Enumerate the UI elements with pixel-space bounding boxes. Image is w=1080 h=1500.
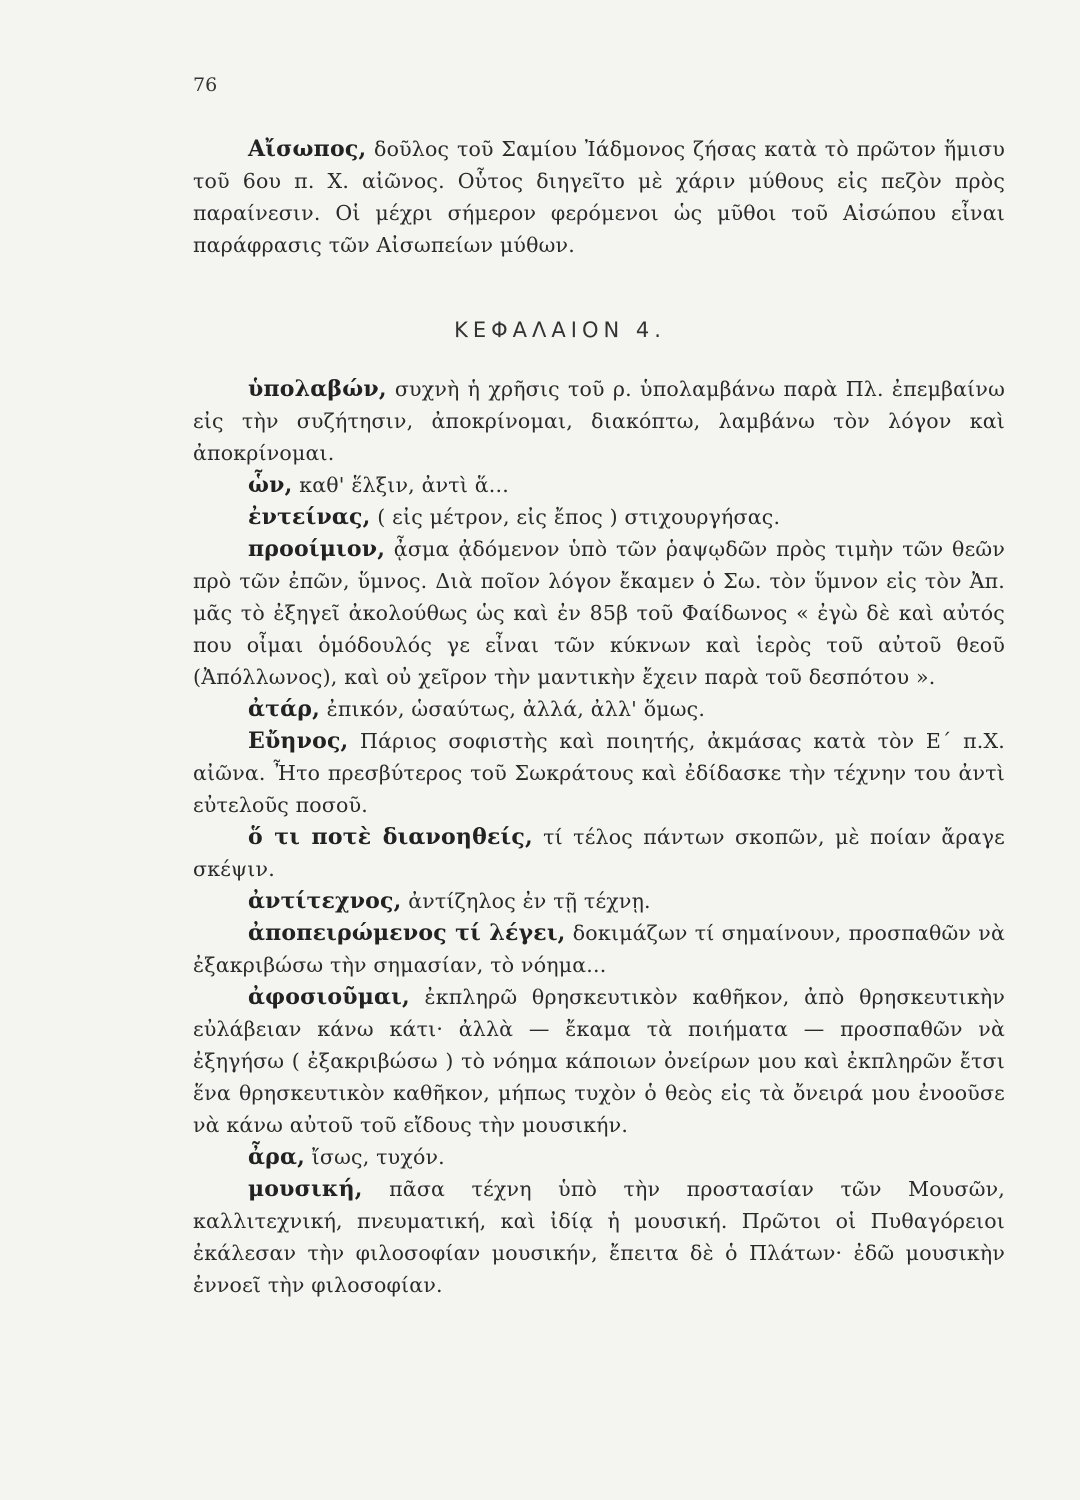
glossary-entry [193,373,1005,469]
entry-definition: συχνὴ ἡ χρῆσις τοῦ ρ. ὑπολαμβάνω παρὰ Πλ. ἐπεμβαίνω εἰς τὴν συζήτησιν, ἀποκρίνομαι, διακόπτω, λαμβάνω τὸν λόγον καὶ ἀποκρίνομαι. [193,377,1005,465]
glossary-entry [193,725,1005,821]
entry-headword: ἀντίτεχνος, [248,888,402,914]
entry-definition: ἐπικόν, ὡσαύτως, ἀλλά, ἀλλ' ὅμως. [319,697,706,721]
glossary-entries [193,373,1005,1301]
glossary-entry [193,1141,1005,1173]
intro-block [193,133,1005,261]
entry-headword: Αἴσωπος, [248,136,367,162]
entry-definition: ( εἰς μέτρον, εἰς ἔπος ) στιχουργήσας. [370,505,781,529]
entry-headword: Εὔηνος, [248,728,349,754]
glossary-entry [193,469,1005,501]
entry-definition: ἀντίζηλος ἐν τῇ τέχνῃ. [401,889,651,913]
glossary-entry [193,501,1005,533]
entry-headword: μουσική, [248,1176,363,1202]
entry-definition: καθ' ἕλξιν, ἀντὶ ἅ... [292,473,509,497]
entry-headword: ἀφοσιοῦμαι, [248,984,410,1010]
intro-paragraph [193,133,1005,261]
entry-definition: Πάριος σοφιστὴς καὶ ποιητής, ἀκμάσας κατὰ τὸν Ε΄ π.Χ. αἰῶνα. Ἦτο πρεσβύτερος τοῦ Σωκράτους καὶ ἐδίδασκε τὴν τέχνην του ἀντὶ εὐτελοῦς ποσοῦ. [193,729,1005,817]
page-number: 76 [193,74,218,96]
entry-headword: ἀτάρ, [248,696,320,722]
glossary-entry [193,917,1005,981]
glossary-entry [193,1173,1005,1301]
glossary-entry [193,981,1005,1141]
glossary-entry [193,533,1005,693]
entry-definition: ᾆσμα ᾀδόμενον ὑπὸ τῶν ῥαψῳδῶν πρὸς τιμὴν τῶν θεῶν πρὸ τῶν ἐπῶν, ὕμνος. Διὰ ποῖον λόγον ἔκαμεν ὁ Σω. τὸν ὕμνον εἰς τὸν Ἀπ. μᾶς τὸ ἐξηγεῖ ἀκολούθως ὡς καὶ ἐν 85β τοῦ Φαίδωνος « ἐγὼ δὲ καὶ αὐτός που οἶμαι ὁμόδουλός γε εἶναι τῶν κύκνων καὶ ἱερὸς τοῦ αὐτοῦ θεοῦ (Ἀπόλλωνος), καὶ οὐ χεῖρον τὴν μαντικὴν ἔχειν παρὰ τοῦ δεσπότου ». [193,537,1005,689]
entry-headword: ὅ τι ποτὲ διανοηθείς, [248,824,533,850]
entry-definition: ἴσως, τυχόν. [304,1145,445,1169]
glossary-entry [193,693,1005,725]
entry-headword: ἀποπειρώμενος τί λέγει, [248,920,566,946]
entry-headword: ὑπολαβών, [248,376,387,402]
entry-definition: πᾶσα τέχνη ὑπὸ τὴν προστασίαν τῶν Μουσῶν, καλλιτεχνική, πνευματική, καὶ ἰδίᾳ ἡ μουσική. Πρῶτοι οἱ Πυθαγόρειοι ἐκάλεσαν τὴν φιλοσοφίαν μουσικήν, ἔπειτα δὲ ὁ Πλάτων· ἐδῶ μουσικὴν ἐννοεῖ τὴν φιλοσοφίαν. [193,1177,1005,1297]
entry-headword: ἐντείνας, [248,504,371,530]
glossary-entry [193,821,1005,885]
entry-definition: τί τέλος πάντων σκοπῶν, μὲ ποίαν ἄραγε σκέψιν. [193,825,1005,881]
entry-definition: ἐκπληρῶ θρησκευτικὸν καθῆκον, ἀπὸ θρησκευτικὴν εὐλάβειαν κάνω κάτι· ἀλλὰ — ἔκαμα τὰ ποιήματα — προσπαθῶν νὰ ἐξηγήσω ( ἐξακριβώσω ) τὸ νόημα κάποιων ὀνείρων μου καὶ ἐκπληρῶν ἔτσι ἕνα θρησκευτικὸν καθῆκον, μήπως τυχὸν ὁ θεὸς εἰς τὰ ὄνειρά μου ἐνοοῦσε νὰ κάνω αὐτοῦ τοῦ εἴδους τὴν μουσικήν. [193,985,1005,1137]
entry-headword: προοίμιον, [248,536,386,562]
entry-headword: ὧν, [248,472,293,498]
glossary-entry [193,885,1005,917]
entry-definition: δοῦλος τοῦ Σαμίου Ἰάδμονος ζήσας κατὰ τὸ πρῶτον ἥμισυ τοῦ 6ου π. Χ. αἰῶνος. Οὗτος διηγεῖτο μὲ χάριν μύθους εἰς πεζὸν πρὸς παραίνεσιν. Οἱ μέχρι σήμερον φερόμενοι ὡς μῦθοι τοῦ Αἰσώπου εἶναι παράφρασις τῶν Αἰσωπείων μύθων. [193,137,1005,257]
entry-definition: δοκιμάζων τί σημαίνουν, προσπαθῶν νὰ ἐξακριβώσω τὴν σημασίαν, τὸ νόημα... [193,921,1005,977]
entry-headword: ἆρα, [248,1144,305,1170]
chapter-title: ΚΕΦΑΛΑΙΟΝ 4. [454,318,666,342]
